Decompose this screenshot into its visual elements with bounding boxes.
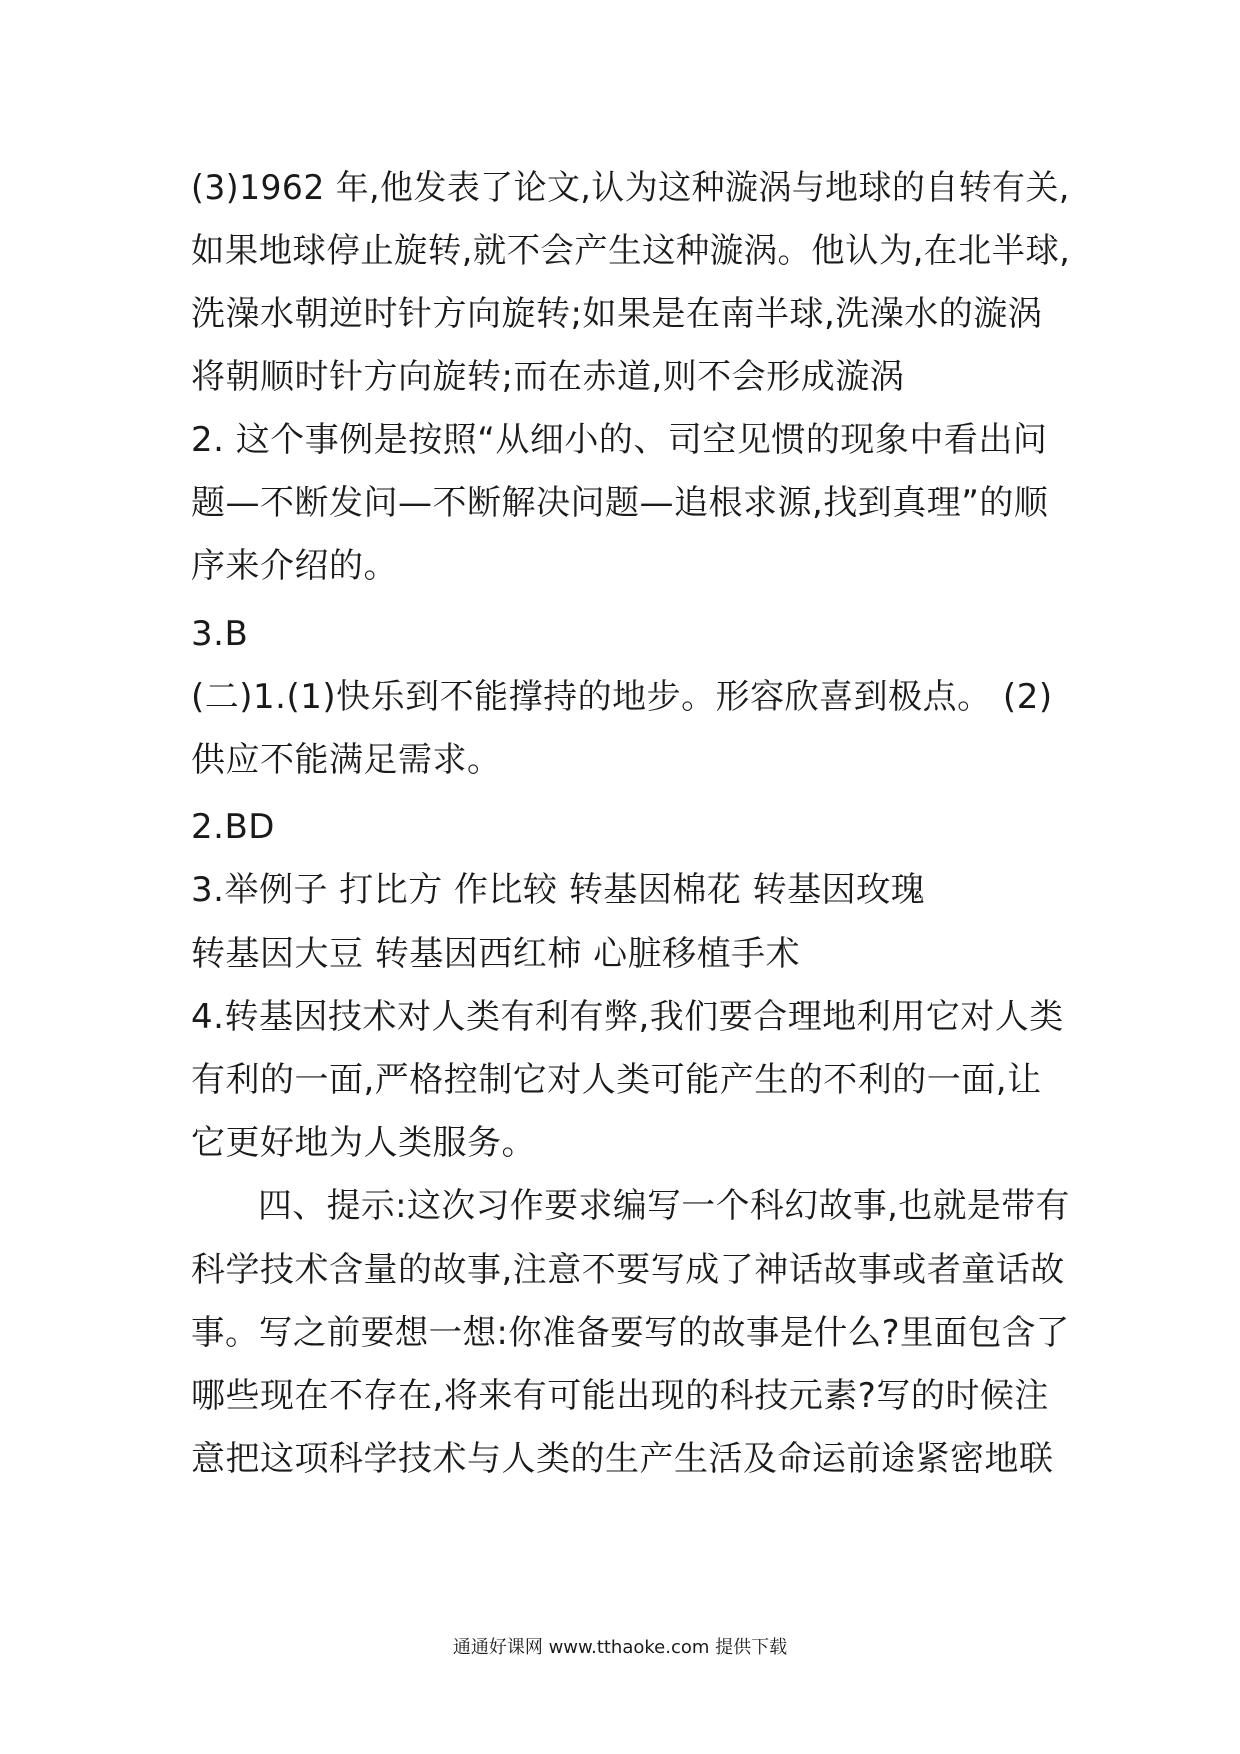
section-2-answer-3-line-2: 转基因大豆 转基因西红柿 心脏移植手术 bbox=[191, 934, 801, 974]
answer-2-line-1: 2. 这个事例是按照“从细小的、司空见惯的现象中看出问 bbox=[191, 420, 1048, 460]
section-2-answer-4-line-2: 有利的一面,严格控制它对人类可能产生的不利的一面,让 bbox=[191, 1060, 1042, 1100]
section-2-answer-1-line-2: 供应不能满足需求。 bbox=[191, 740, 502, 780]
answer-2-line-2: 题—不断发问—不断解决问题—追根求源,找到真理”的顺 bbox=[191, 483, 1049, 523]
answer-3-3-line-4: 将朝顺时针方向旋转;而在赤道,则不会形成漩涡 bbox=[191, 357, 905, 397]
page-footer: 通通好课网 www.tthaoke.com 提供下载 bbox=[452, 1637, 788, 1658]
section-4-line-1: 四、提示:这次习作要求编写一个科幻故事,也就是带有 bbox=[258, 1186, 1070, 1226]
answer-3-3-line-2: 如果地球停止旋转,就不会产生这种漩涡。他认为,在北半球, bbox=[191, 231, 1071, 271]
section-2-answer-3-line-1: 3.举例子 打比方 作比较 转基因棉花 转基因玫瑰 bbox=[191, 870, 926, 910]
section-2-answer-4-line-3: 它更好地为人类服务。 bbox=[191, 1123, 536, 1163]
section-4-line-3: 事。写之前要想一想:你准备要写的故事是什么?里面包含了 bbox=[191, 1313, 1070, 1353]
section-2-answer-2: 2.BD bbox=[191, 807, 275, 847]
answer-3-3-line-1: (3)1962 年,他发表了论文,认为这种漩涡与地球的自转有关, bbox=[191, 168, 1070, 208]
section-4-line-2: 科学技术含量的故事,注意不要写成了神话故事或者童话故 bbox=[191, 1250, 1065, 1290]
section-4-line-5: 意把这项科学技术与人类的生产生活及命运前途紧密地联 bbox=[191, 1439, 1054, 1479]
section-2-answer-1-line-1: (二)1.(1)快乐到不能撑持的地步。形容欣喜到极点。 (2) bbox=[191, 677, 1053, 717]
answer-2-line-3: 序来介绍的。 bbox=[191, 546, 398, 586]
answer-3-3-line-3: 洗澡水朝逆时针方向旋转;如果是在南半球,洗澡水的漩涡 bbox=[191, 294, 1043, 334]
answer-3: 3.B bbox=[191, 614, 249, 654]
section-4-line-4: 哪些现在不存在,将来有可能出现的科技元素?写的时候注 bbox=[191, 1376, 1049, 1416]
section-2-answer-4-line-1: 4.转基因技术对人类有利有弊,我们要合理地利用它对人类 bbox=[191, 997, 1064, 1037]
